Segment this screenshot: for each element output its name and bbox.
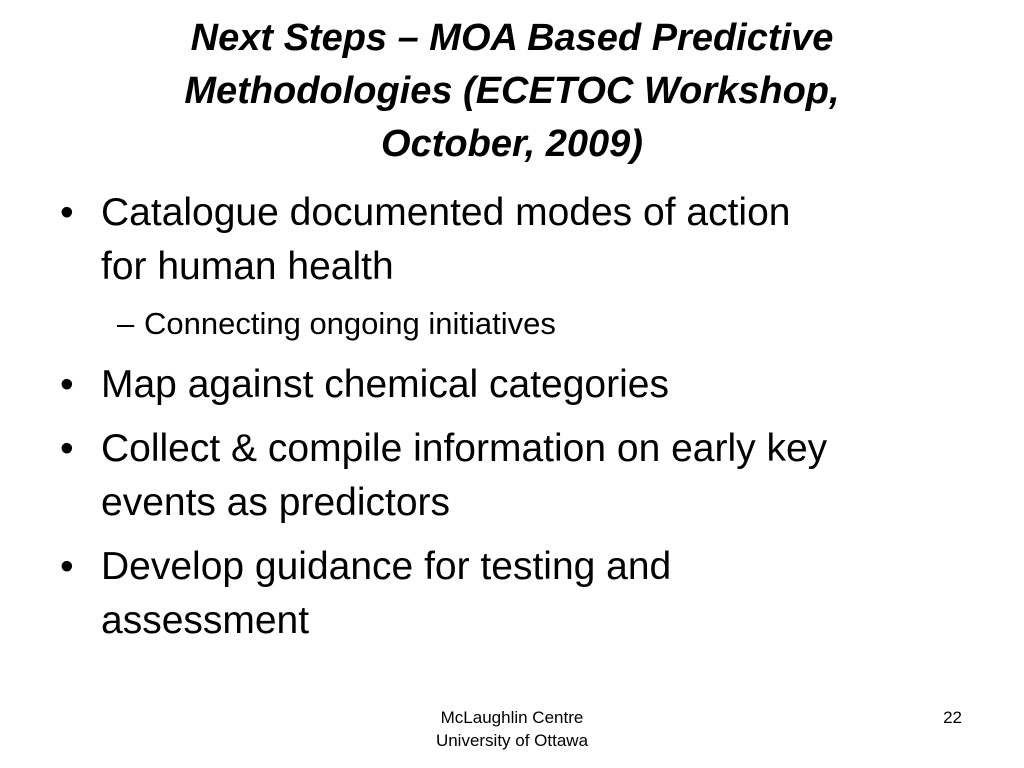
slide-title-line-2: Methodologies (ECETOC Workshop, — [184, 70, 840, 112]
footer-organization — [412, 706, 612, 752]
bullet-marker: • — [60, 545, 74, 588]
sub-bullet-text: Connecting ongoing initiatives — [144, 306, 556, 341]
footer-line-university: University of Ottawa — [435, 731, 589, 750]
bullet-text-line: assessment — [101, 599, 310, 642]
sub-bullet-marker: – — [117, 306, 135, 341]
footer-line-centre: McLaughlin Centre — [440, 708, 584, 727]
bullet-marker: • — [60, 191, 74, 234]
bullet-marker: • — [60, 363, 74, 406]
bullet-item-catalogue — [60, 186, 980, 294]
bullet-text-line: for human health — [101, 245, 394, 288]
bullet-item-collect — [60, 422, 980, 530]
bullet-text-line: Catalogue documented modes of action — [101, 191, 791, 234]
bullet-marker: • — [60, 427, 74, 470]
slide-title-line-1: Next Steps – MOA Based Predictive — [190, 17, 834, 59]
bullet-text-line: events as predictors — [101, 481, 451, 524]
slide-title — [70, 12, 954, 171]
slide-title-line-3: October, 2009) — [381, 123, 643, 165]
bullet-text-line: Develop guidance for testing and — [101, 545, 672, 588]
sub-bullet-item-connecting — [60, 302, 980, 346]
bullet-item-develop — [60, 540, 980, 648]
page-number: 22 — [943, 708, 962, 727]
bullet-text-line: Collect & compile information on early key — [101, 427, 828, 470]
bullet-item-map — [60, 358, 980, 412]
bullet-text-line: Map against chemical categories — [101, 363, 669, 406]
bullet-list — [60, 186, 980, 658]
